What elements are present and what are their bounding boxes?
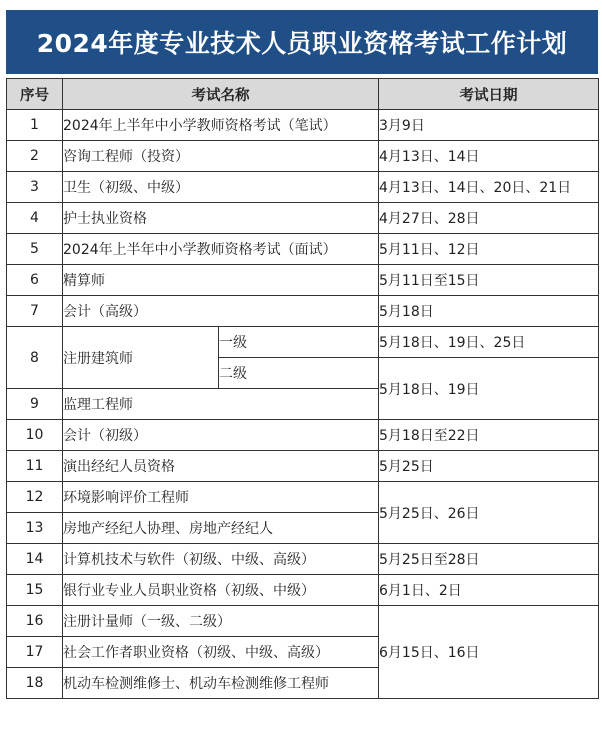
exam-name: 卫生（初级、中级） [63,172,379,203]
table-row [7,451,599,482]
row-number: 17 [7,637,63,668]
table-row [7,141,599,172]
exam-name: 社会工作者职业资格（初级、中级、高级） [63,637,379,668]
table-row [7,544,599,575]
exam-date: 5月11日、12日 [379,234,599,265]
table-row [7,110,599,141]
exam-name: 监理工程师 [63,389,379,420]
exam-date: 4月13日、14日 [379,141,599,172]
row-number: 7 [7,296,63,327]
row-number: 14 [7,544,63,575]
table-row [7,606,599,637]
table-row [7,172,599,203]
exam-name: 会计（初级） [63,420,379,451]
header-exam-date: 考试日期 [379,79,599,110]
exam-name: 环境影响评价工程师 [63,482,379,513]
row-number: 3 [7,172,63,203]
exam-schedule-table [6,78,599,699]
row-number: 2 [7,141,63,172]
exam-name: 机动车检测维修士、机动车检测维修工程师 [63,668,379,699]
exam-date: 5月11日至15日 [379,265,599,296]
row-number: 12 [7,482,63,513]
row-number: 4 [7,203,63,234]
exam-date: 6月15日、16日 [379,606,599,699]
row-number: 9 [7,389,63,420]
table-row [7,327,599,358]
row-number: 8 [7,327,63,389]
row-number: 13 [7,513,63,544]
exam-date: 4月13日、14日、20日、21日 [379,172,599,203]
table-row [7,296,599,327]
exam-name: 咨询工程师（投资） [63,141,379,172]
table-row [7,265,599,296]
exam-date: 5月18日至22日 [379,420,599,451]
exam-date: 6月1日、2日 [379,575,599,606]
row-number: 11 [7,451,63,482]
row-number: 15 [7,575,63,606]
title-banner [6,10,598,74]
exam-name: 精算师 [63,265,379,296]
exam-date: 3月9日 [379,110,599,141]
exam-name: 护士执业资格 [63,203,379,234]
exam-date: 5月25日 [379,451,599,482]
exam-subtype: 一级 [219,327,379,358]
row-number: 10 [7,420,63,451]
row-number: 18 [7,668,63,699]
exam-name: 2024年上半年中小学教师资格考试（面试） [63,234,379,265]
exam-date: 5月18日 [379,296,599,327]
exam-date: 5月25日、26日 [379,482,599,544]
row-number: 1 [7,110,63,141]
table-row [7,420,599,451]
table-row [7,575,599,606]
table-row [7,482,599,513]
exam-date: 5月25日至28日 [379,544,599,575]
exam-name: 银行业专业人员职业资格（初级、中级） [63,575,379,606]
row-number: 5 [7,234,63,265]
header-exam-name: 考试名称 [63,79,379,110]
exam-name: 演出经纪人员资格 [63,451,379,482]
table-row [7,234,599,265]
header-no: 序号 [7,79,63,110]
exam-date: 5月18日、19日 [379,358,599,420]
exam-name: 会计（高级） [63,296,379,327]
exam-name: 房地产经纪人协理、房地产经纪人 [63,513,379,544]
table-header-row [7,79,599,110]
exam-date: 5月18日、19日、25日 [379,327,599,358]
exam-date: 4月27日、28日 [379,203,599,234]
exam-name: 计算机技术与软件（初级、中级、高级） [63,544,379,575]
table-row [7,203,599,234]
exam-name: 注册建筑师 [63,327,219,389]
row-number: 16 [7,606,63,637]
page-title: 2024年度专业技术人员职业资格考试工作计划 [36,29,568,58]
row-number: 6 [7,265,63,296]
exam-subtype: 二级 [219,358,379,389]
exam-name: 注册计量师（一级、二级） [63,606,379,637]
exam-name: 2024年上半年中小学教师资格考试（笔试） [63,110,379,141]
